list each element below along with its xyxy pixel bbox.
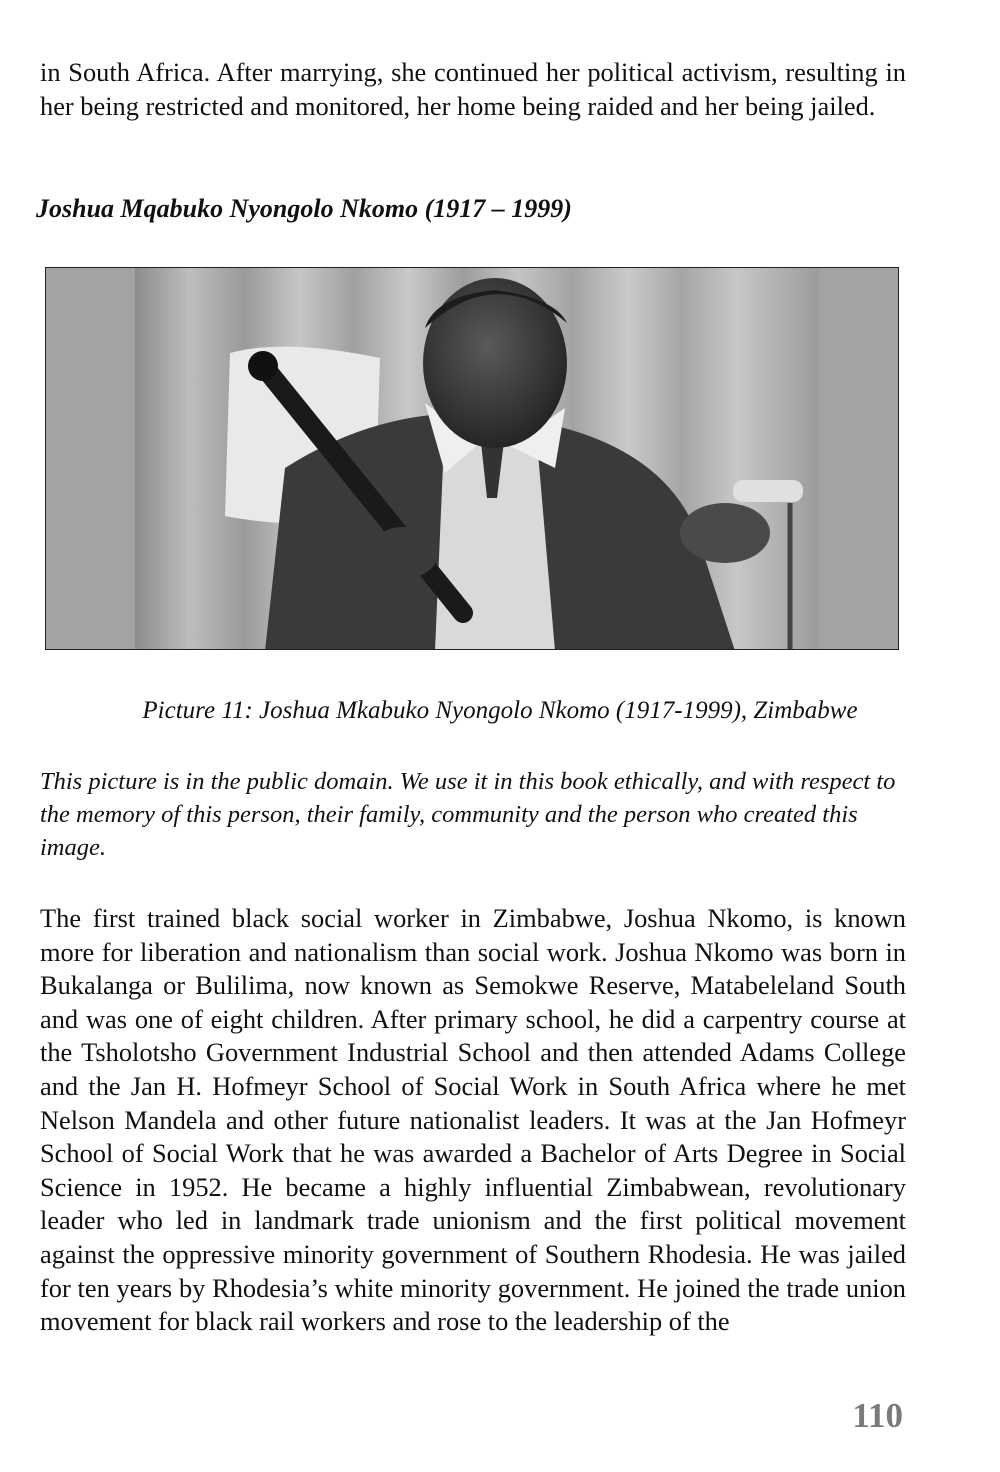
body-paragraph: The first trained black social worker in Zimbabwe, Joshua Nkomo, is known more for liberation and nationalism than social work. Joshua Nkomo was born in Bukalanga or Bulilima, now known as Semokwe Reserve, Matabeleland South and was one of eight children. After primary school, he did a carpentry course at the Tsholotsho Government Industrial School and then attended Adams College and the Jan H. Hofmeyr School of Social Work in South Africa where he met Nelson Mandela and other future nationalist leaders. It was at the Jan Hofmeyr School of Social Work that he was awarded a Bachelor of Arts Degree in Social Science in 1952. He became a highly influential Zimbabwean, revolutionary leader who led in landmark trade unionism and the first political movement against the oppressive minority government of Southern Rhodesia. He was jailed for ten years by Rhodesia’s white minority government. He joined the trade union movement for black rail workers and rose to the leadership of the — [40, 903, 906, 1337]
section-heading: Joshua Mqabuko Nyongolo Nkomo (1917 – 1999) — [36, 194, 572, 223]
top-paragraph: in South Africa. After marrying, she continued her political activism, resulting in her being restricted and monitored, her home being raided and her being jailed. — [40, 57, 906, 121]
portrait-photo — [135, 268, 819, 650]
figure-frame — [45, 267, 899, 650]
figure-caption: Picture 11: Joshua Mkabuko Nyongolo Nkomo (1917-1999), Zimbabwe — [142, 697, 858, 724]
public-domain-notice: This picture is in the public domain. We use it in this book ethically, and with respect to the memory of this person, their family, community and the person who created this image. — [40, 768, 896, 861]
page-number: 110 — [852, 1396, 903, 1435]
